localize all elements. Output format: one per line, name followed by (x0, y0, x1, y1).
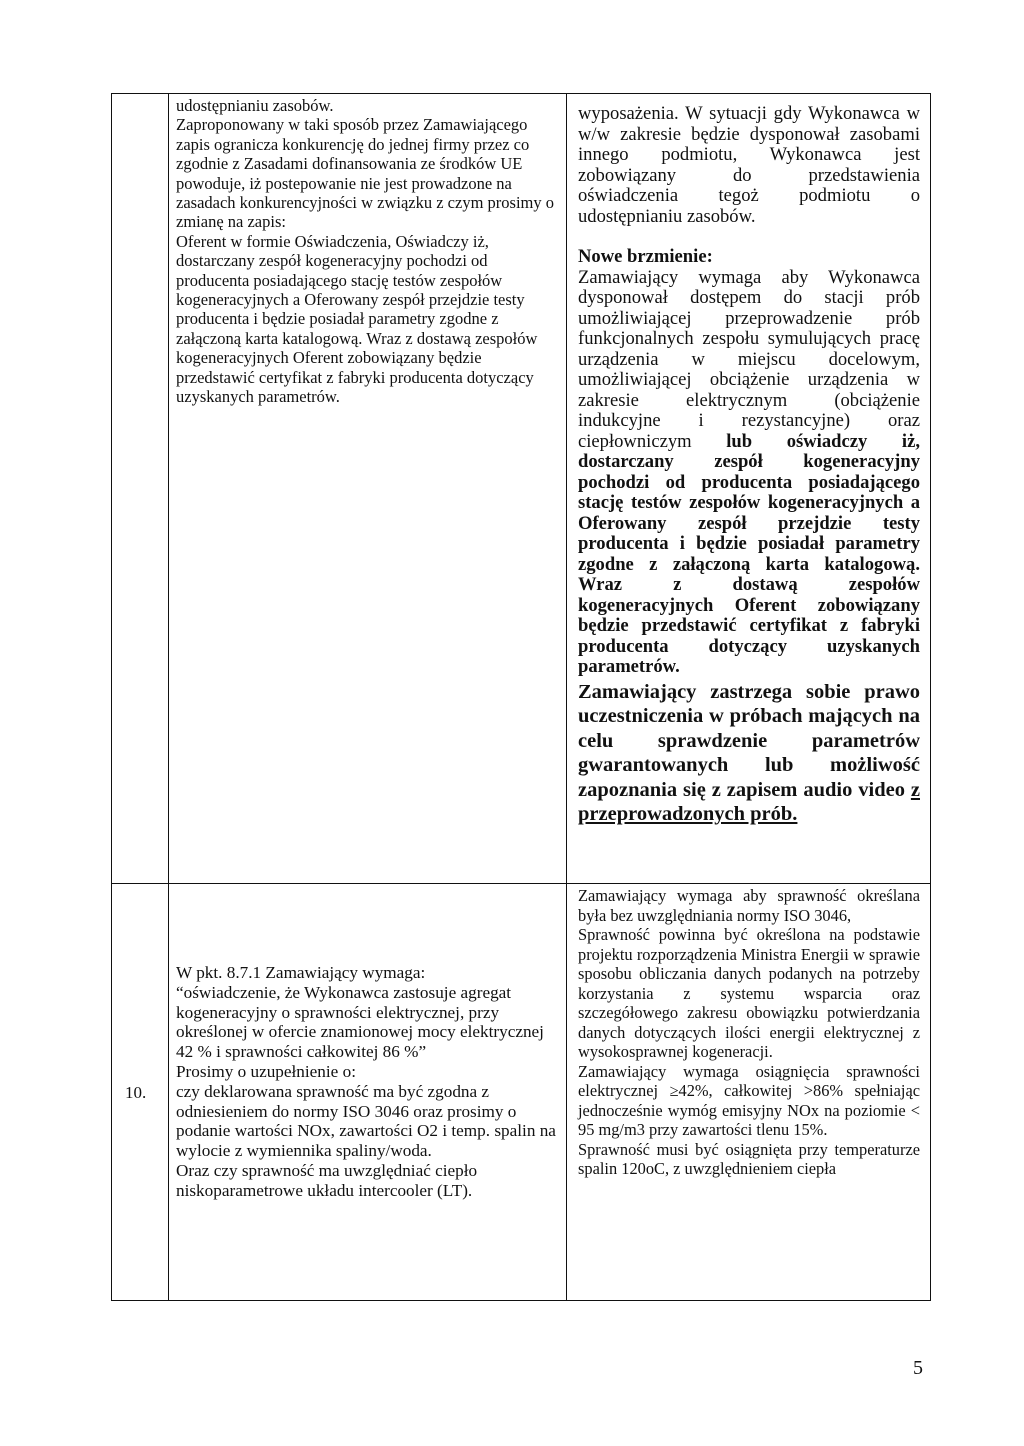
page-number: 5 (913, 1357, 923, 1379)
row10-question-3: Prosimy o uzupełnienie o: (176, 1061, 356, 1081)
question-text-1: udostępnianiu zasobów. (176, 96, 334, 115)
row10-answer-1: Zamawiający wymaga aby sprawność określana była bez uwzględniania normy ISO 3046, (578, 886, 920, 925)
row-number: 10. (125, 1083, 147, 1102)
row10-answer-2: Sprawność powinna być określona na podstawie projektu rozporządzenia Ministra Energii w sprawie sposobu obliczania danych podanych na potrzeby korzystania z systemu wsparcia oraz szczegółowego zakresu obowiązku potwierdzania danych dotyczących ilości energii elektrycznej z wysokosprawnej kogeneracji. (578, 925, 920, 1061)
answer-text-2 (578, 268, 920, 678)
row10-answer-3: Zamawiający wymaga osiągnięcia sprawności elektrycznej ≥42%, całkowitej >86% spełniając jednocześnie wymóg emisyjny NOx na poziomie < 95 mg/m3 przy zawartości tlenu 15%. (578, 1061, 920, 1139)
prev-row-answer-cell (578, 104, 920, 827)
column-divider-1 (168, 93, 169, 1301)
row10-answer-4: Sprawność musi być osiągnięta przy temperaturze spalin 120oC, z uwzględnieniem ciepła (578, 1139, 920, 1178)
answer-heading: Nowe brzmienie: (578, 246, 713, 267)
question-text-2: Zaproponowany w taki sposób przez Zamawiającego zapis ogranicza konkurencję do jednej firmy przez co zgodnie z Zasadami dofinansowania ze środków UE powoduje, iż postepowanie nie jest prowadzone na zasadach konkurencyjności w związku z czym prosimy o zmianę na zapis: (176, 115, 554, 232)
row-10-question-cell (176, 963, 560, 1201)
row10-question-1: W pkt. 8.7.1 Zamawiający wymaga: (176, 963, 426, 982)
answer-text-1: wyposażenia. W sytuacji gdy Wykonawca w w/w zakresie będzie dysponował zasobami innego podmiotu, Wykonawca jest zobowiązany do przedstawienia oświadczenia tegoż podmiotu o udostępnianiu zasobów. (578, 103, 920, 227)
row10-question-4: czy deklarowana sprawność ma być zgodna z odniesieniem do normy ISO 3046 oraz prosimy o podanie wartości NOx, zawartości O2 i temp. spalin na wylocie z wymiennika spaliny/woda. (176, 1081, 556, 1161)
answer-text-3-underlined: z przeprowadzonych prób. (578, 778, 920, 826)
answer-text-3 (578, 680, 920, 828)
answer-text-2-regular: Zamawiający wymaga aby Wykonawca dysponował dostępem do stacji prób umożliwiającej przeprowadzenie prób funkcjonalnych zespołu symulujących pracę urządzenia w miejscu docelowym, umożliwiającej obciążenie urządzenia w zakresie elektrycznym (obciążenie indukcyjne i rezystancyjne) oraz ciepłowniczym (578, 266, 920, 452)
row-10-answer-cell (578, 886, 920, 1179)
row-divider (111, 883, 931, 884)
answer-text-3-bold: Zamawiający zastrzega sobie prawo uczestniczenia w próbach mających na celu sprawdzenie parametrów gwarantowanych lub możliwość zapoznania się z zapisem audio video (578, 680, 920, 801)
row10-question-2: “oświadczenie, że Wykonawca zastosuje agregat kogeneracyjny o sprawności elektrycznej, przy określonej w ofercie znamionowej mocy elektrycznej 42 % i sprawności całkowitej 86 %” (176, 982, 544, 1062)
column-divider-2 (566, 93, 567, 1301)
prev-row-question-cell (176, 96, 560, 407)
answer-text-2-bold: lub oświadczy iż, dostarczany zespół kogeneracyjny pochodzi od producenta posiadającego stację testów zespołów kogeneracyjnych a Oferowany zespół przejdzie testy producenta i będzie posiadał parametry zgodne z załączoną karta katalogową. Wraz z dostawą zespołów kogeneracyjnych Oferent zobowiązany będzie przedstawić certyfikat z fabryki producenta dotyczący uzyskanych parametrów. (578, 430, 920, 677)
row10-question-5: Oraz czy sprawność ma uwzględniać ciepło niskoparametrowe układu intercooler (LT). (176, 1160, 478, 1200)
question-text-3: Oferent w formie Oświadczenia, Oświadczy iż, dostarczany zespół kogeneracyjny pochodzi od producenta posiadającego stację testów zespołów kogeneracyjnych a Oferowany zespół przejdzie testy producenta i będzie posiadał parametry zgodne z załączoną karta katalogową. Wraz z dostawą zespołów kogeneracyjnych Oferent zobowiązany będzie przedstawić certyfikat z fabryki producenta dotyczący uzyskanych parametrów. (176, 231, 538, 407)
